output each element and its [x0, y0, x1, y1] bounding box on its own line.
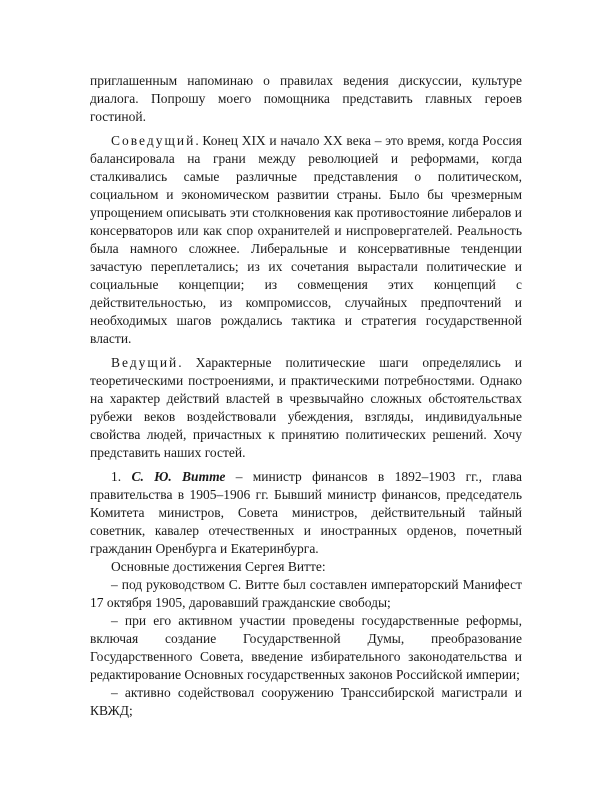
paragraph-achievements-heading: Основные достижения Сергея Витте: — [111, 559, 326, 574]
paragraph-intro-continuation: приглашенным напоминаю о правилах ведения дискуссии, культуре диалога. Попрошу моего помощника представить главных героев гостиной. — [90, 73, 522, 124]
speaker-label-co-host: Соведущий — [111, 133, 196, 148]
guest-number: 1. — [111, 469, 132, 484]
co-host-speech: . Конец XIX и начало XX века – это время, когда Россия балансировала на грани между революцией и реформами, когда сталкивались самые различные представления о политическом, социальном и экономическом развитии страны. Было бы чрезмерным упрощением описывать эти столкновения как противостояние либералов и консерваторов или как спор охранителей и ниспровергателей. Реальность была намного сложнее. Либеральные и консервативные тенденции зачастую переплетались; из их сочетания вырастали политические и социальные концепции; из совмещения этих концепций с действительностью, из компромиссов, случайных предпочтений и необходимых шагов рождались тактика и стратегия государственной власти. — [90, 133, 522, 346]
list-item-railway: – активно содействовал сооружению Транссибирской магистрали и КВЖД; — [90, 685, 522, 718]
paragraph-host — [90, 354, 522, 462]
document-body — [90, 72, 522, 720]
speaker-label-host: Ведущий — [111, 355, 179, 370]
guest-name: С. Ю. Витте — [131, 469, 226, 484]
paragraph-guest-witte — [90, 468, 522, 558]
list-item-reforms: – при его активном участии проведены государственные реформы, включая создание Государственной Думы, преобразование Государственного Совета, введение избирательного законодательства и редактирование Основных государственных законов Российской империи; — [90, 613, 522, 682]
paragraph-co-host — [90, 132, 522, 348]
list-item-manifesto: – под руководством С. Витте был составлен императорский Манифест 17 октября 1905, даровавший гражданские свободы; — [90, 577, 522, 610]
guest-description: – министр финансов в 1892–1903 гг., глава правительства в 1905–1906 гг. Бывший министр финансов, председатель Комитета министров, Совета министров, действительный тайный советник, кавалер отечественных и иностранных орденов, почетный гражданин Оренбурга и Екатеринбурга. — [90, 469, 523, 556]
host-speech: . Характерные политические шаги определялись и теоретическими построениями, и практическими потребностями. Однако на характер действий властей в чрезвычайно сложных обстоятельствах рубежи веков воздействовали убеждения, взгляды, индивидуальные свойства людей, причастных к принятию политических решений. Хочу представить наших гостей. — [90, 355, 522, 460]
